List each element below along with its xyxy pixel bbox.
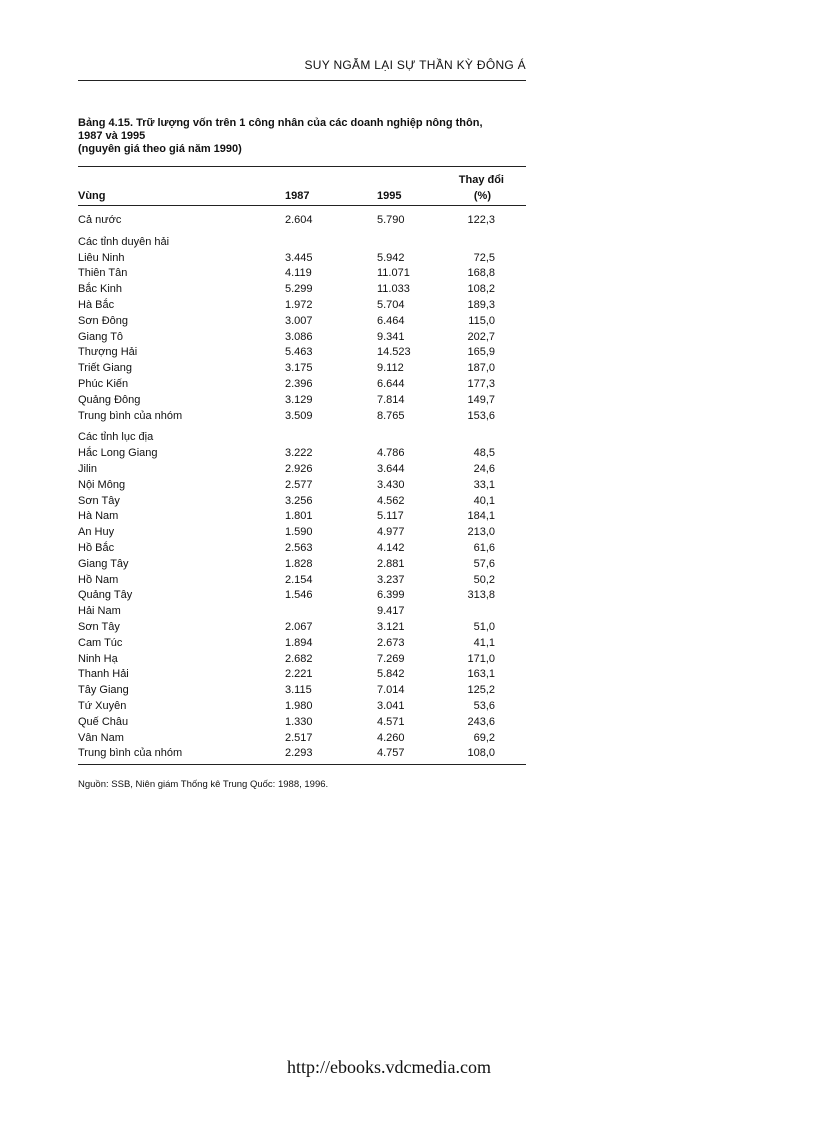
footer-url[interactable]: http://ebooks.vdcmedia.com [287,1057,491,1077]
row-1987: 2.221 [285,668,313,681]
row-1995: 4.260 [377,731,405,744]
row-name: Triết Giang [78,362,133,375]
row-1995: 11.033 [377,283,410,296]
row-1987: 2.563 [285,541,313,554]
row-1995: 2.673 [377,636,405,649]
row-1987: 3.445 [285,251,313,264]
row-change: 41,1 [473,636,495,649]
row-change: 24,6 [473,462,495,475]
row-name: An Huy [78,526,115,539]
row-1987: 5.299 [285,283,313,296]
row-1987: 1.801 [285,510,313,523]
header-rule-bottom [78,205,526,206]
row-change: 313,8 [467,589,495,602]
row-name: Bắc Kinh [78,283,123,296]
row-name: Trung bình của nhóm [78,409,183,422]
section-title-text: Các tỉnh lục địa [78,431,154,444]
row-1987: 4.119 [285,267,312,280]
row-change: 187,0 [467,362,495,375]
row-name: Liêu Ninh [78,251,125,264]
row-change: 163,1 [467,668,495,681]
row-change: 50,2 [473,573,495,586]
table-row [78,361,526,377]
coastal-section-title [78,235,526,251]
row-1987: 1.546 [285,589,313,602]
row-change: 57,6 [473,557,495,570]
row-change: 33,1 [473,478,495,491]
table-row [78,494,526,510]
table-bottom-rule [78,764,526,765]
row-change: 189,3 [467,298,495,311]
table-row [78,636,526,652]
row-change: 61,6 [473,541,495,554]
row-1995: 5.790 [377,214,405,226]
header-region: Vùng [78,190,106,202]
row-name: Thiên Tân [78,267,128,280]
row-change: 125,2 [467,684,495,697]
header-1987: 1987 [285,190,310,202]
table-row [78,699,526,715]
row-change: 69,2 [473,731,495,744]
row-1995: 9.112 [377,362,404,375]
row-name: Quế Châu [78,715,129,728]
table-row [78,588,526,604]
row-1987: 3.175 [285,362,313,375]
row-name: Hắc Long Giang [78,447,158,460]
row-name: Tứ Xuyên [78,699,127,712]
table-row [78,541,526,557]
table-caption [78,117,528,156]
row-name: Sơn Đông [78,314,129,327]
row-change: 40,1 [473,494,495,507]
row-name: Sơn Tây [78,494,120,507]
row-change: 72,5 [473,251,495,264]
row-change: 48,5 [473,447,495,460]
header-change: Thay đổi [458,174,504,186]
row-change: 153,6 [467,409,495,422]
row-1987: 2.604 [285,214,313,226]
row-1995: 6.399 [377,589,405,602]
row-1995: 4.786 [377,447,405,460]
row-1995: 11.071 [377,267,410,280]
row-1987: 2.926 [285,462,313,475]
table-header [78,167,526,205]
row-change: 149,7 [467,393,495,406]
table-row [78,266,526,282]
table-row [78,557,526,573]
row-1987: 2.067 [285,620,313,633]
row-change: 243,6 [467,715,495,728]
row-1995: 7.014 [377,684,405,697]
row-change: 53,6 [473,699,495,712]
row-1987: 1.590 [285,526,313,539]
table-row [78,462,526,478]
row-1987: 2.682 [285,652,313,665]
row-change: 165,9 [467,346,495,359]
row-name: Hải Nam [78,605,121,618]
row-1995: 5.942 [377,251,405,264]
header-rule [78,80,526,81]
row-name: Cam Túc [78,636,123,649]
table-row [78,509,526,525]
table-row [78,652,526,668]
row-name: Sơn Tây [78,620,120,633]
row-1995: 3.644 [377,462,405,475]
row-1987: 2.577 [285,478,313,491]
row-1987: 3.256 [285,494,313,507]
table-row [78,604,526,620]
table-row [78,478,526,494]
row-change: 177,3 [467,377,495,390]
row-name: Hồ Nam [78,573,119,586]
caption-line-1: Bảng 4.15. Trữ lượng vốn trên 1 công nhân của các doanh nghiệp nông thôn, [78,117,483,129]
row-name: Thanh Hải [78,668,129,681]
table-row [78,314,526,330]
row-1995: 3.237 [377,573,405,586]
row-1987: 1.828 [285,557,313,570]
row-1987: 1.894 [285,636,313,649]
row-name: Tây Giang [78,684,129,697]
row-name: Thượng Hải [78,346,138,359]
row-1987: 2.293 [285,747,313,760]
table-row [78,409,526,425]
row-name: Hồ Bắc [78,541,115,554]
header-change-unit: (%) [473,190,491,202]
inland-rows [78,446,526,762]
row-1987: 1.330 [285,715,313,728]
row-1995: 4.562 [377,494,405,507]
row-1987: 2.517 [285,731,313,744]
row-change: 168,8 [467,267,495,280]
row-change: 184,1 [467,510,495,523]
row-change: 108,2 [467,283,495,296]
table-row [78,667,526,683]
row-name: Vân Nam [78,731,124,744]
row-name: Phúc Kiến [78,377,129,390]
row-change: 115,0 [468,314,495,327]
row-change: 171,0 [467,652,495,665]
table-row [78,525,526,541]
row-1995: 6.464 [377,314,405,327]
table-row [78,393,526,409]
row-1987: 3.115 [285,684,312,697]
table-row [78,446,526,462]
row-1995: 14.523 [377,346,411,359]
row-name: Quảng Tây [78,589,133,602]
row-1995: 9.341 [377,330,405,343]
row-name: Cả nước [78,214,122,226]
row-name: Trung bình của nhóm [78,747,183,760]
row-change: 213,0 [467,526,495,539]
row-name: Hà Nam [78,510,119,523]
row-1995: 6.644 [377,377,405,390]
row-1995: 3.041 [377,699,405,712]
table-row [78,731,526,747]
section-title-text: Các tỉnh duyên hải [78,235,170,248]
table-row [78,573,526,589]
row-name: Ninh Hạ [78,652,118,665]
row-name: Nội Mông [78,478,126,491]
table-row [78,620,526,636]
row-1995: 7.814 [377,393,405,406]
coastal-rows [78,251,526,425]
table-row [78,330,526,346]
source-note: Nguồn: SSB, Niên giám Thống kê Trung Quốc: 1988, 1996. [78,779,329,790]
running-header: SUY NGẪM LẠI SỰ THẦN KỲ ĐÔNG Á [304,58,526,72]
row-1987: 1.980 [285,699,313,712]
row-1995: 8.765 [377,409,405,422]
row-1995: 3.430 [377,478,405,491]
capital-stock-table [78,166,526,765]
row-change: 51,0 [473,620,495,633]
row-1995: 5.704 [377,298,405,311]
table-row [78,377,526,393]
row-1995: 5.117 [377,510,404,523]
row-1987: 3.007 [285,314,313,327]
row-1995: 4.977 [377,526,405,539]
row-1995: 9.417 [377,605,405,618]
table-row [78,251,526,267]
table-row [78,746,526,762]
table-row [78,298,526,314]
table-row [78,282,526,298]
row-change: 108,0 [467,747,495,760]
inland-section-title [78,430,526,446]
row-1987: 3.222 [285,447,313,460]
row-change: 202,7 [467,330,495,343]
national-row [78,213,526,229]
row-1987: 3.509 [285,409,313,422]
row-1987: 3.086 [285,330,313,343]
table-row [78,683,526,699]
row-1987: 2.396 [285,377,313,390]
row-1995: 2.881 [377,557,405,570]
row-1987: 2.154 [285,573,313,586]
row-1995: 4.571 [377,715,405,728]
row-1995: 4.142 [377,541,405,554]
caption-line-2: 1987 và 1995 [78,130,146,142]
header-1995: 1995 [377,190,402,202]
row-1987: 3.129 [285,393,313,406]
row-name: Hà Bắc [78,298,115,311]
row-1995: 5.842 [377,668,405,681]
row-name: Quảng Đông [78,393,141,406]
table-row [78,345,526,361]
row-1987: 5.463 [285,346,313,359]
row-1995: 7.269 [377,652,405,665]
row-change: 122,3 [467,214,495,226]
row-name: Jilin [78,462,97,475]
row-name: Giang Tây [78,557,129,570]
row-name: Giang Tô [78,330,124,343]
caption-line-3: (nguyên giá theo giá năm 1990) [78,143,242,155]
table-row [78,715,526,731]
row-1987: 1.972 [285,298,313,311]
row-1995: 4.757 [377,747,405,760]
row-1995: 3.121 [377,620,405,633]
